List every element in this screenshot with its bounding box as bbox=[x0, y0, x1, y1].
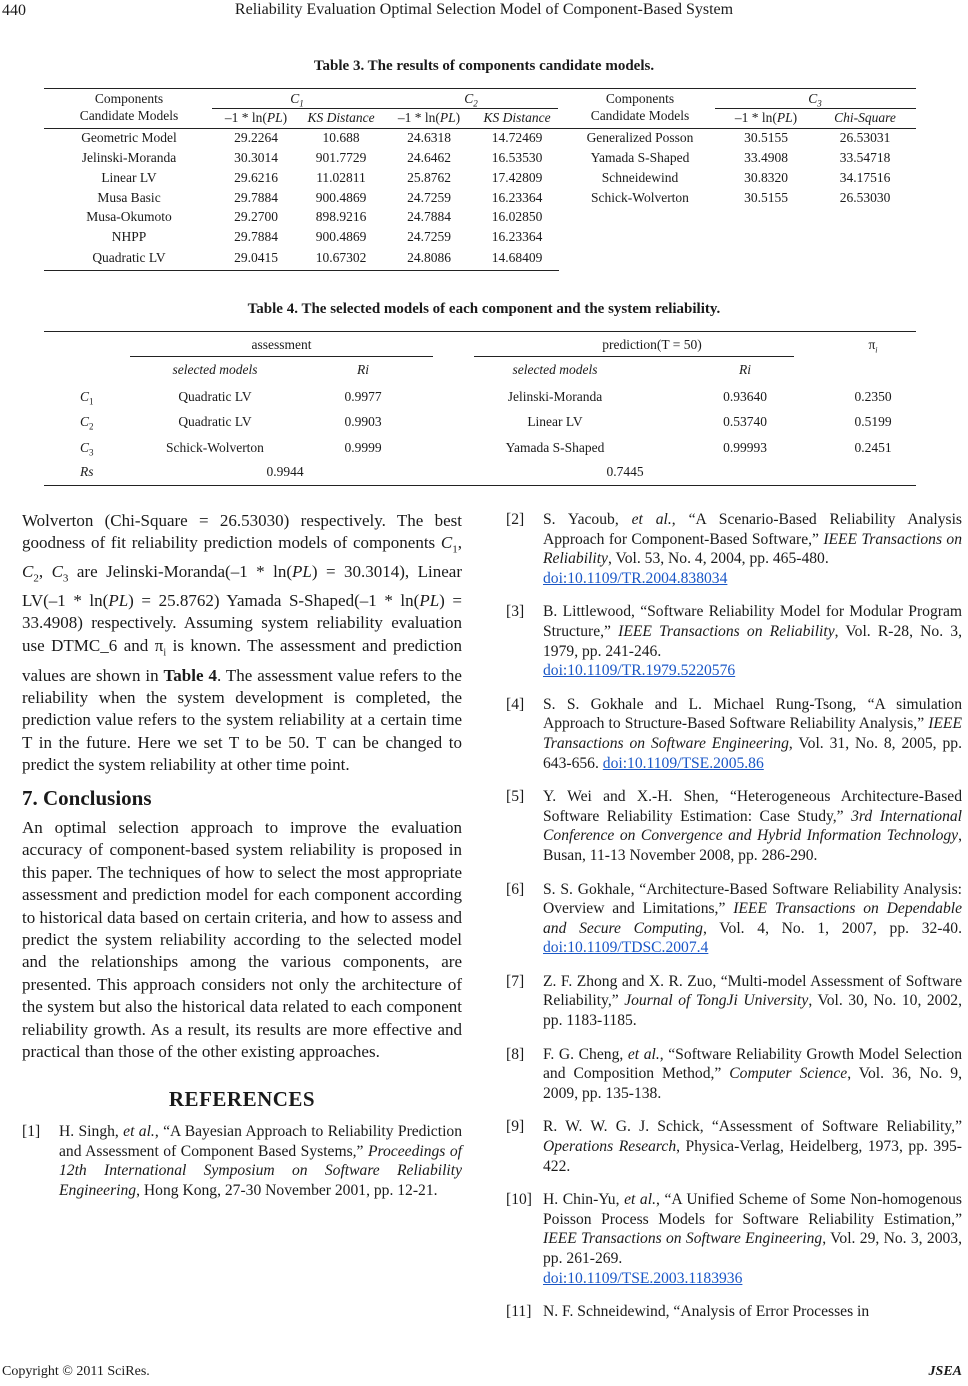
t3-row-model: Musa Basic bbox=[97, 190, 161, 205]
t4-cell: Quadratic LV bbox=[178, 389, 252, 404]
t3-cell: 29.7884 bbox=[234, 190, 278, 205]
t3-right-header-2: Candidate Models bbox=[590, 108, 690, 123]
t3-cell: 29.2264 bbox=[234, 130, 278, 145]
t3-cell: 24.7884 bbox=[407, 209, 451, 224]
table4-top-rule bbox=[44, 331, 916, 332]
t4-cell: 0.5199 bbox=[854, 414, 892, 429]
references-list-left bbox=[22, 1122, 462, 1200]
t3-c2-header: $C_2$ bbox=[464, 91, 478, 109]
t3-row-model: Jelinski-Moranda bbox=[81, 150, 177, 165]
t3-cell: 29.0415 bbox=[234, 250, 278, 265]
t3-cell: 17.42809 bbox=[491, 170, 543, 185]
t4-ri-header: Ri bbox=[357, 362, 369, 377]
doi-link[interactable]: doi:10.1109/TR.1979.5220576 bbox=[543, 662, 736, 680]
t3-cell: 16.53530 bbox=[491, 150, 543, 165]
reference-item: [10] H. Chin-Yu, et al., “A Unified Scheme of Some Non-homogenous Poisson Process Models for Software Reliability Estimation,” IEEE Transactions on Software Engineering, Vol. 29, No. 3, 2003, pp. 261-269. doi:10.1109/TSE.2003.1183936 bbox=[506, 1191, 962, 1287]
t4-pi-header: $\pi_i$ bbox=[868, 337, 878, 355]
t4-cell: 0.9999 bbox=[344, 440, 382, 455]
t3-c2-ks-header: KS Distance bbox=[483, 110, 551, 125]
t3-cell: 29.7884 bbox=[234, 229, 278, 244]
page-number: 440 bbox=[2, 2, 26, 19]
reference-item: [11] N. F. Schneidewind, “Analysis of Error Processes in bbox=[506, 1303, 870, 1321]
t4-row-label: $C_1$ bbox=[80, 389, 94, 407]
t3-cell: 33.4908 bbox=[744, 150, 788, 165]
table3-header-rule bbox=[44, 128, 916, 129]
conclusion-paragraph: An optimal selection approach to improve the evaluation accuracy of component-based system reliability is proposed in this paper. The techniques of how to select the most appropriate assessment and prediction model for each component according to historical data based on certain criteria, and how to assess and predict the system reliability according to the selected model and the relationships among the various components, are presented. This approach considers not only the architecture of the system but also the historical data related to each component reliability growth. As a result, its results are more effective and practical than those of the other existing approaches. bbox=[22, 818, 462, 1062]
t3-c3-chi-header: Chi-Square bbox=[834, 110, 896, 125]
t3-cell: 26.53030 bbox=[839, 190, 891, 205]
t3-cell: 24.6462 bbox=[407, 150, 451, 165]
t4-rs-assess: 0.9944 bbox=[266, 464, 304, 479]
t3-right-model: Yamada S-Shaped bbox=[590, 150, 690, 165]
right-column bbox=[506, 510, 962, 1336]
t3-cell: 26.53031 bbox=[839, 130, 891, 145]
t4-cell: 0.93640 bbox=[723, 389, 767, 404]
running-title: Reliability Evaluation Optimal Selection Model of Component-Based System bbox=[234, 1, 734, 18]
t3-cell: 16.23364 bbox=[491, 229, 543, 244]
references-heading: REFERENCES bbox=[168, 1086, 316, 1111]
t3-cell: 16.02850 bbox=[491, 209, 543, 224]
t3-left-header-1: Components bbox=[94, 91, 164, 106]
t4-cell: 0.53740 bbox=[723, 414, 767, 429]
t4-cell: Yamada S-Shaped bbox=[505, 440, 605, 455]
t3-cell: 29.6216 bbox=[234, 170, 278, 185]
reference-item: [5] Y. Wei and X.-H. Shen, “Heterogeneous Architecture-Based Software Reliability Estimation: Case Study,” 3rd International Conference on Convergence and Hybrid Information Technology, Busan, 11-13 November 2008, pp. 286-290. bbox=[506, 788, 962, 864]
t3-right-model: Schneidewind bbox=[601, 170, 679, 185]
t4-assessment-header: assessment bbox=[251, 337, 312, 352]
t3-cell: 24.7259 bbox=[407, 229, 451, 244]
t3-cell: 24.8086 bbox=[407, 250, 451, 265]
reference-item: [2] S. Yacoub, et al., “A Scenario-Based Reliability Analysis Approach for Component-Based Software,” IEEE Transactions on Reliability, Vol. 53, No. 4, 2004, pp. 465-480. doi:10.1109/TR.2004.838034 bbox=[506, 511, 962, 587]
t3-cell: 29.2700 bbox=[234, 209, 278, 224]
t4-rs-predict: 0.7445 bbox=[606, 464, 644, 479]
t3-c3-ln-header: –1 * ln(PL) bbox=[734, 110, 798, 125]
table4-bottom-rule bbox=[44, 485, 916, 486]
t4-selected-models-header: selected models bbox=[512, 362, 598, 377]
page-header bbox=[0, 0, 968, 24]
t3-cell: 900.4869 bbox=[315, 229, 367, 244]
table4-predict-rule bbox=[474, 356, 794, 357]
t4-row-label: $C_2$ bbox=[80, 414, 94, 432]
t4-cell: Schick-Wolverton bbox=[166, 440, 264, 455]
t4-selected-models-header: selected models bbox=[172, 362, 258, 377]
t3-row-model: NHPP bbox=[111, 229, 147, 244]
t3-c1-ln-header: –1 * ln(PL) bbox=[224, 110, 288, 125]
t4-cell: Quadratic LV bbox=[178, 414, 252, 429]
doi-link[interactable]: doi:10.1109/TDSC.2007.4 bbox=[543, 939, 709, 957]
t4-cell: 0.2451 bbox=[854, 440, 892, 455]
t3-c1-ks-header: KS Distance bbox=[307, 110, 375, 125]
table4-assess-rule bbox=[130, 356, 433, 357]
doi-link[interactable]: doi:10.1109/TR.2004.838034 bbox=[543, 569, 728, 587]
reference-item: [1] H. Singh, et al., “A Bayesian Approach to Reliability Prediction and Assessment of Component Based Systems,” Proceedings of 12th International Symposium on Software Reliability Engineering, Hong Kong, 27-30 November 2001, pp. 12-21. bbox=[22, 1122, 462, 1199]
t3-c1-header: $C_1$ bbox=[290, 91, 304, 109]
table3-bottom-rule bbox=[44, 270, 559, 271]
t3-cell: 25.8762 bbox=[407, 170, 451, 185]
t3-cell: 30.5155 bbox=[744, 130, 788, 145]
body-paragraph: Wolverton (Chi-Square = 26.53030) respectively. The best goodness of fit reliability prediction models of components $C_1$, $C_2$, $C_3$ are Jelinski-Moranda(–1 * ln(PL) = 30.3014), Linear LV(–1 * ln(PL) = 25.8762) Yamada S-Shaped(–1 * ln(PL) = 33.4908) respectively. Assuming system reliability evaluation use DTMC_6 and $\pi_i$ is known. The assessment and prediction values are shown in Table 4. The assessment value refers to the reliability when the system development is completed, the prediction value refers to the system reliability at a certain time T in the future. Here we set T to be 50. T can be changed to predict the system reliability at other time point. bbox=[22, 511, 463, 775]
t4-row-label: $C_3$ bbox=[80, 440, 94, 458]
t3-cell: 14.68409 bbox=[491, 250, 543, 265]
t3-cell: 24.6318 bbox=[407, 130, 451, 145]
t4-cell: Linear LV bbox=[527, 414, 583, 429]
t3-row-model: Musa-Okumoto bbox=[86, 209, 172, 224]
t3-cell: 10.688 bbox=[322, 130, 360, 145]
t3-cell: 901.7729 bbox=[315, 150, 367, 165]
reference-item: [4] S. S. Gokhale and L. Michael Rung-Tsong, “A simulation Approach to Structure-Based Software Reliability Analysis,” IEEE Transactions on Software Engineering, Vol. 31, No. 8, 2005, pp. 643-656. doi:10.1109/TSE.2005.86 bbox=[506, 695, 962, 772]
t4-rs-label: Rs bbox=[80, 464, 94, 479]
doi-link[interactable]: doi:10.1109/TSE.2005.86 bbox=[602, 754, 764, 772]
t3-left-header-2: Candidate Models bbox=[79, 108, 179, 123]
t4-cell: 0.99993 bbox=[723, 440, 767, 455]
t4-prediction-header: prediction(T = 50) bbox=[602, 337, 702, 352]
t3-row-model: Geometric Model bbox=[81, 130, 177, 145]
t3-cell: 16.23364 bbox=[491, 190, 543, 205]
reference-item: [8] F. G. Cheng, et al., “Software Reliability Growth Model Selection and Composition Method,” Computer Science, Vol. 36, No. 9, 2009, pp. 135-138. bbox=[506, 1045, 962, 1102]
t3-c3-header: $C_3$ bbox=[808, 91, 822, 109]
doi-link[interactable]: doi:10.1109/TSE.2003.1183936 bbox=[543, 1269, 743, 1287]
t4-cell: 0.9977 bbox=[344, 389, 382, 404]
t3-cell: 30.5155 bbox=[744, 190, 788, 205]
section-heading: 7. Conclusions bbox=[22, 785, 152, 810]
t3-cell: 11.02811 bbox=[316, 170, 366, 185]
t3-row-model: Linear LV bbox=[101, 170, 157, 185]
t4-ri-header: Ri bbox=[739, 362, 751, 377]
table3-top-rule bbox=[44, 88, 916, 89]
reference-item: [3] B. Littlewood, “Software Reliability Model for Modular Program Structure,” IEEE Transactions on Reliability, Vol. R-28, No. 3, 1979, pp. 241-246. doi:10.1109/TR.1979.5220576 bbox=[506, 603, 962, 680]
t3-right-model: Generalized Posson bbox=[586, 130, 694, 145]
t3-cell: 898.9216 bbox=[315, 209, 367, 224]
t4-cell: 0.2350 bbox=[854, 389, 892, 404]
table4-caption: Table 4. The selected models of each component and the system reliability. bbox=[247, 301, 721, 317]
t3-cell: 24.7259 bbox=[407, 190, 451, 205]
t3-c2-ln-header: –1 * ln(PL) bbox=[397, 110, 461, 125]
t3-right-header-1: Components bbox=[605, 91, 675, 106]
t3-cell: 34.17516 bbox=[839, 170, 891, 185]
copyright: Copyright © 2011 SciRes. bbox=[2, 1364, 150, 1379]
left-column bbox=[22, 510, 462, 1214]
reference-item: [7] Z. F. Zhong and X. R. Zuo, “Multi-model Assessment of Software Reliability,” Journal of TongJi University, Vol. 30, No. 10, 2002, pp. 1183-1185. bbox=[506, 972, 962, 1030]
t3-right-model: Schick-Wolverton bbox=[591, 190, 689, 205]
t3-cell: 30.3014 bbox=[234, 150, 278, 165]
t3-cell: 33.54718 bbox=[839, 150, 891, 165]
page-footer bbox=[0, 1364, 968, 1384]
reference-item: [6] S. S. Gokhale, “Architecture-Based Software Reliability Analysis: Overview and Limitations,” IEEE Transactions on Dependable and Secure Computing, Vol. 4, No. 1, 2007, pp. 32-40. doi:10.1109/TDSC.2007.4 bbox=[506, 880, 962, 957]
t3-cell: 14.72469 bbox=[491, 130, 543, 145]
reference-item: [9] R. W. W. G. J. Schick, “Assessment of Software Reliability,” Operations Research, Physica-Verlag, Heidelberg, 1973, pp. 395-422. bbox=[506, 1118, 962, 1175]
t4-cell: 0.9903 bbox=[344, 414, 382, 429]
t3-row-model: Quadratic LV bbox=[92, 250, 166, 265]
t3-cell: 900.4869 bbox=[315, 190, 367, 205]
table3-caption: Table 3. The results of components candidate models. bbox=[313, 58, 655, 74]
t3-cell: 10.67302 bbox=[315, 250, 367, 265]
t4-cell: Jelinski-Moranda bbox=[507, 389, 603, 404]
t3-cell: 30.8320 bbox=[744, 170, 788, 185]
journal-abbrev: JSEA bbox=[928, 1364, 962, 1379]
